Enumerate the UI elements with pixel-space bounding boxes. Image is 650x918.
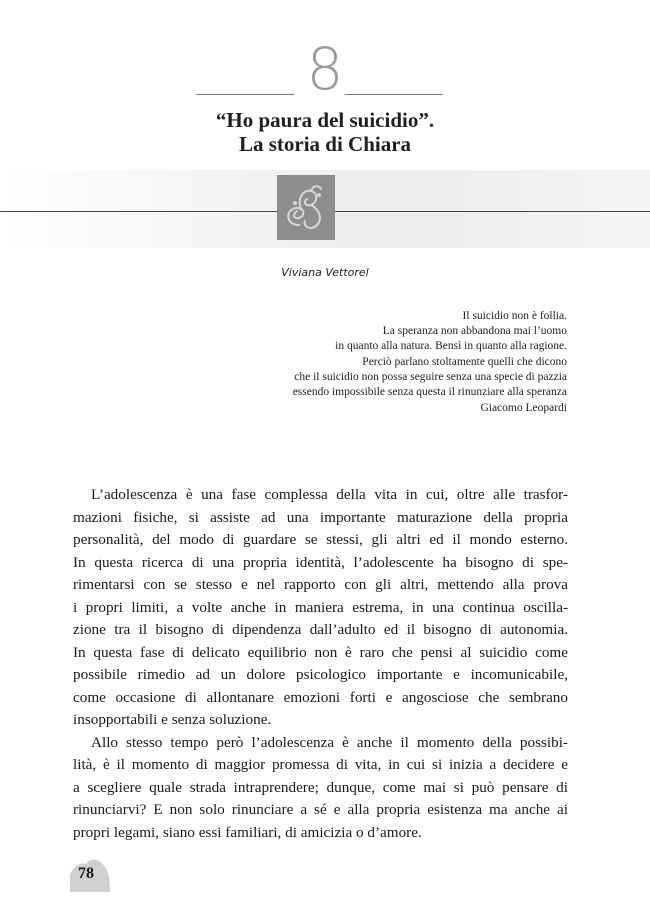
paragraph-line: propri legami, siano essi familiari, di amicizia o d’amore. [73,823,422,841]
paragraph-line: Allo stesso tempo però l’adolescenza è anche il momento della possibi- [91,733,568,751]
epigraph-line: essendo impossibile senza questa il rinunziare alla speranza [292,386,567,399]
paragraph-line: In questa ricerca di una propria identità, l’adolescente ha bisogno di spe- [73,553,568,571]
epigraph-attribution: Giacomo Leopardi [480,402,567,415]
paragraph-line: L’adolescenza è una fase complessa della vita in cui, oltre alle trasfor- [91,486,568,503]
paragraph-line: come occasione di allontanare emozioni forti e angosciose che sembrano [73,688,568,706]
chapter-title-line-1: “Ho paura del suicidio”. [215,108,435,132]
page-number: 78 [78,865,94,882]
author-name: Viviana Vettorel [281,266,369,279]
chapter-title [0,108,650,156]
paragraph-line: In questa fase di delicato equilibrio non è raro che pensi al suicidio come [73,643,568,661]
chapter-number: 8 [306,35,344,103]
epigraph-line: La speranza non abbandona mai l’uomo [382,325,567,338]
paragraph-line: rimentarsi con se stesso e nel rapporto con gli altri, mettendo alla prova [73,576,568,593]
paragraph-line: zione tra il bisogno di dipendenza dall’adulto ed il bisogno di autonomia. [73,621,568,638]
paragraph-line: insopportabili e senza soluzione. [73,711,272,728]
body-text [73,484,568,844]
chapter-number-rule-right [345,94,443,95]
epigraph-line: Il suicidio non è follia. [462,310,567,322]
paragraph-line: lità, è il momento di maggior promessa di vita, in cui si inizia a decidere e [73,756,568,773]
epigraph-line: in quanto alla natura. Bensì in quanto alla ragione. [335,340,567,353]
chapter-emblem-icon [277,175,335,240]
epigraph-line: Perciò parlano stoltamente quelli che dicono [362,355,567,368]
epigraph [293,309,567,416]
paragraph-line: personalità, del modo di guardare se stessi, gli altri ed il mondo esterno. [73,531,568,548]
chapter-title-line-2: La storia di Chiara [238,132,412,156]
paragraph-line: i propri limiti, a volte anche in maniera estrema, in una continua oscilla- [73,598,568,616]
paragraph-line: rinunciarvi? E non solo rinunciare a sé e alla propria esistenza ma anche ai [73,801,568,818]
epigraph-line: che il suicidio non possa seguire senza una specie di pazzia [294,370,567,383]
paragraph-line: a scegliere quale strada intraprendere; dunque, come mai si può pensare di [73,778,568,796]
paragraph-line: mazioni fisiche, si assiste ad una importante maturazione della propria [73,508,568,526]
paragraph-line: possibile rimedio ad un dolore psicologico importante e incomunicabile, [73,666,568,683]
